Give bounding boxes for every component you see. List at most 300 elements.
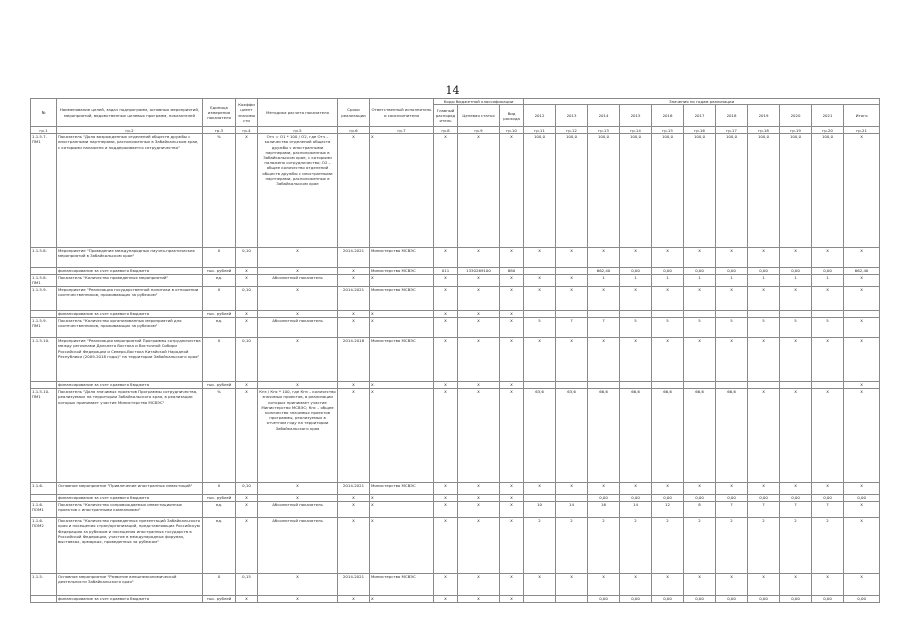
header-year: 2017 [684, 105, 716, 127]
table-cell [652, 382, 684, 389]
table-cell: 0,00 [588, 495, 620, 502]
table-cell: 0,10 [236, 248, 258, 268]
table-cell: 5 [716, 318, 748, 338]
table-cell: 100,0 [716, 134, 748, 248]
table-cell: Х [236, 311, 258, 318]
table-cell: Х [370, 134, 434, 248]
table-cell [524, 268, 556, 275]
table-cell: Х [500, 248, 524, 268]
table-cell: 0,00 [748, 268, 780, 275]
table-cell: Х [370, 389, 434, 483]
table-cell: Х [203, 483, 236, 495]
table-cell [556, 596, 588, 603]
table-row [31, 287, 880, 311]
table-cell: 66,6 [684, 389, 716, 483]
column-number: гр.12 [556, 127, 588, 134]
table-cell: 1 [588, 275, 620, 287]
table-cell: 0,10 [236, 338, 258, 382]
table-cell: % [203, 134, 236, 248]
table-cell: Х [780, 338, 812, 382]
table-cell: Х [556, 483, 588, 495]
table-cell: Абсолютный показатель [258, 318, 338, 338]
column-number: гр.5 [258, 127, 338, 134]
table-cell: 16 [588, 502, 620, 518]
table-cell: Мероприятие "Реализация мероприятий Программы сотрудничества между регионами Дальнего Востока и Восточной Сибири Российской Федерации и Северо-Востока Китайской Народной Республики (2009-2018 годы)" на территории Забайкальского края" [57, 338, 203, 382]
table-cell: Х [524, 275, 556, 287]
table-row [31, 318, 880, 338]
table-cell: Показатель "Доля возрожденных отделений обществ дружбы с иностранными партнерами, расположенных в Забайкальском крае, с которыми налажено и поддерживается сотрудничество" [57, 134, 203, 248]
table-cell: Х [338, 275, 370, 287]
column-number: гр.6 [338, 127, 370, 134]
table-cell: Х [338, 268, 370, 275]
table-cell [31, 382, 57, 389]
table-cell: Х [236, 389, 258, 483]
table-cell [748, 311, 780, 318]
table-cell: Х [500, 134, 524, 248]
table-cell: 662,40 [588, 268, 620, 275]
table-cell: Х [500, 318, 524, 338]
table-cell: 5 [780, 318, 812, 338]
table-cell: Х [684, 338, 716, 382]
table-cell: Министерство МСВЭС [370, 338, 434, 382]
table-cell: Х [844, 518, 880, 574]
table-cell: Х [338, 596, 370, 603]
table-cell: Х [458, 311, 500, 318]
table-cell: 0,00 [684, 596, 716, 603]
column-number: гр.16 [684, 127, 716, 134]
table-cell: Х [748, 287, 780, 311]
table-cell [748, 382, 780, 389]
table-cell: Х [716, 483, 748, 495]
table-cell: Х [434, 338, 458, 382]
table-cell: Х [458, 287, 500, 311]
column-number: гр.1 [31, 127, 57, 134]
table-cell: Х [458, 134, 500, 248]
table-cell: 1.1.5.9. [31, 287, 57, 311]
table-cell: Х [556, 275, 588, 287]
table-cell: Х [458, 574, 500, 596]
table-cell: Х [844, 287, 880, 311]
table-cell: Мероприятие "Проведение международных научно-практических мероприятий в Забайкальском крае" [57, 248, 203, 268]
table-cell: 1.1.5.10. [31, 338, 57, 382]
table-cell: Министерство МСВЭС [370, 483, 434, 495]
table-cell: 0,00 [812, 596, 844, 603]
table-cell: Показатель "Количество проведенных презентаций Забайкальского края и посещения стран/организаций, представляющих Российскую Федерацию за рубежом и посещения иностранных государств в Российской Федерации, участие в международных форумах, выставках, ярмарках, проведенных за рубежом" [57, 518, 203, 574]
table-cell: Х [338, 495, 370, 502]
column-number: гр.14 [620, 127, 652, 134]
table-cell: Х [748, 389, 780, 483]
table-cell: 100,0 [588, 134, 620, 248]
table-cell: Х [434, 134, 458, 248]
table-cell: финансирование за счет краевого бюджета [57, 311, 203, 318]
page-number: 14 [445, 84, 460, 97]
table-cell: Х [236, 495, 258, 502]
table-cell: финансирование за счет краевого бюджета [57, 596, 203, 603]
table-header [31, 99, 880, 127]
table-cell: 2014-2021 [338, 483, 370, 495]
table-cell: 7 [780, 502, 812, 518]
table-cell: Х [258, 483, 338, 495]
table-cell: Кпз / Кпс * 100, где Кпз – количество значимых проектов, в реализации которых принимает участие Министерство МСВЭС; Кпс – общее количество значимых проектов программы, реализуемых в отчетном году на территории Забайкальского края [258, 389, 338, 483]
table-cell: 2 [620, 518, 652, 574]
table-cell: Х [434, 389, 458, 483]
column-number: гр.13 [588, 127, 620, 134]
table-cell: 8 [684, 502, 716, 518]
table-cell: 2 [556, 518, 588, 574]
table-cell: Х [844, 318, 880, 338]
table-row [31, 483, 880, 495]
table-cell [524, 311, 556, 318]
header-values-by-year: Значения по годам реализации [524, 99, 880, 105]
table-cell: Х [588, 338, 620, 382]
table-cell: 1 [812, 275, 844, 287]
table-cell: Х [236, 318, 258, 338]
table-cell: Х [370, 495, 434, 502]
table-cell: Показатель "Количество организованных мероприятий для соотечественников, проживающих за рубежом" [57, 318, 203, 338]
table-cell: Показатель "Количество сопровождаемых инвестиционных проектов с иностранными компаниями" [57, 502, 203, 518]
table-cell: Х [236, 596, 258, 603]
header-year: 2013 [556, 105, 588, 127]
table-cell: Абсолютный показатель [258, 502, 338, 518]
table-cell: Х [338, 518, 370, 574]
table-cell: Х [338, 134, 370, 248]
table-cell: 10 [524, 502, 556, 518]
header-coefficient: Коэффициент значимости [236, 99, 258, 127]
table-cell: 2014-2021 [338, 287, 370, 311]
column-number: гр.15 [652, 127, 684, 134]
column-number: гр.2 [57, 127, 203, 134]
table-cell: 100,0 [780, 134, 812, 248]
table-cell: Основное мероприятие "Привлечение иностранных инвестиций" [57, 483, 203, 495]
table-cell: 1 [684, 275, 716, 287]
table-cell: Х [370, 518, 434, 574]
table-cell: Х [556, 574, 588, 596]
table-cell [684, 311, 716, 318]
table-cell: 0,00 [844, 495, 880, 502]
table-cell: 66,6 [588, 389, 620, 483]
table-cell: Х [524, 483, 556, 495]
table-cell: Х [370, 382, 434, 389]
table-cell: 5 [652, 318, 684, 338]
table-cell: Х [780, 574, 812, 596]
column-number: гр.11 [524, 127, 556, 134]
table-cell: Х [652, 338, 684, 382]
table-cell: 0,00 [812, 268, 844, 275]
table-cell: ед. [203, 502, 236, 518]
table-cell: 2 [780, 518, 812, 574]
table-cell: 0,10 [236, 483, 258, 495]
header-method: Методика расчета показателя [258, 99, 338, 127]
table-cell: Х [500, 275, 524, 287]
table-cell: 100,0 [684, 134, 716, 248]
table-cell: тыс. рублей [203, 596, 236, 603]
table-cell: Х [500, 287, 524, 311]
table-cell: Х [812, 389, 844, 483]
table-cell: 0,00 [716, 495, 748, 502]
table-cell: 0,00 [620, 268, 652, 275]
table-cell: 2 [716, 518, 748, 574]
table-cell: Х [556, 338, 588, 382]
table-cell: 100,0 [748, 134, 780, 248]
table-cell: Х [458, 518, 500, 574]
table-cell [556, 268, 588, 275]
table-cell: Х [458, 483, 500, 495]
table-cell: финансирование за счет краевого бюджета [57, 495, 203, 502]
table-cell: Х [500, 518, 524, 574]
header-year: 2012 [524, 105, 556, 127]
table-cell: Х [844, 382, 880, 389]
table-cell: 5 [620, 318, 652, 338]
table-cell: Х [500, 596, 524, 603]
table-cell: 14 [556, 502, 588, 518]
table-cell [556, 382, 588, 389]
table-cell: Х [258, 311, 338, 318]
table-cell: 0,00 [780, 596, 812, 603]
table-row [31, 134, 880, 248]
table-cell: 0,00 [716, 268, 748, 275]
table-cell: Х [370, 596, 434, 603]
table-cell: 1.1.6. ПОМ1 [31, 502, 57, 518]
table-cell: тыс. рублей [203, 495, 236, 502]
table-cell: Х [258, 495, 338, 502]
table-cell: Абсолютный показатель [258, 275, 338, 287]
table-cell: Х [458, 248, 500, 268]
table-row [31, 596, 880, 603]
table-cell: Х [620, 338, 652, 382]
table-cell: Х [748, 574, 780, 596]
table-cell: ед. [203, 275, 236, 287]
table-row [31, 311, 880, 318]
table-cell: 662,40 [844, 268, 880, 275]
header-code-type: Вид расхода [500, 105, 524, 127]
table-cell: Х [716, 574, 748, 596]
table-cell: 100,0 [524, 134, 556, 248]
header-term: Сроки реализации [338, 99, 370, 127]
table-cell: Х [434, 502, 458, 518]
table-cell: 0,00 [684, 268, 716, 275]
table-cell: Х [652, 574, 684, 596]
table-cell [684, 382, 716, 389]
table-cell: 63,6 [556, 389, 588, 483]
table-cell: 100,0 [556, 134, 588, 248]
table-cell: Х [458, 495, 500, 502]
table-cell: Х [434, 483, 458, 495]
table-cell: Х [236, 382, 258, 389]
column-number: гр.4 [236, 127, 258, 134]
table-cell [556, 311, 588, 318]
table-cell: Абсолютный показатель [258, 518, 338, 574]
table-row [31, 502, 880, 518]
table-cell: Х [370, 502, 434, 518]
table-cell: Х [684, 574, 716, 596]
table-cell: Министерство МСВЭС [370, 248, 434, 268]
table-cell: 1.1.6. [31, 483, 57, 495]
column-number: гр.3 [203, 127, 236, 134]
table-cell: Х [652, 248, 684, 268]
table-cell: Х [844, 338, 880, 382]
table-cell: Х [844, 483, 880, 495]
table-cell [620, 311, 652, 318]
table-cell: 100,0 [652, 134, 684, 248]
table-cell: Х [812, 483, 844, 495]
table-cell: 2014-2021 [338, 574, 370, 596]
table-cell: 2 [588, 518, 620, 574]
table-cell: Показатель "Количество проведенных мероприятий" [57, 275, 203, 287]
table-cell: Х [434, 318, 458, 338]
table-cell: Х [652, 287, 684, 311]
table-cell: Х [458, 338, 500, 382]
table-cell: 0,00 [652, 495, 684, 502]
table-cell: 0,00 [652, 268, 684, 275]
table-cell: Х [338, 311, 370, 318]
header-unit: Единица измерения показателя [203, 99, 236, 127]
table-cell: Х [556, 287, 588, 311]
table-cell: 66,6 [716, 389, 748, 483]
table-cell [652, 311, 684, 318]
table-cell: 0,00 [620, 495, 652, 502]
table-cell: Х [258, 382, 338, 389]
table-cell: 0,00 [844, 596, 880, 603]
table-row [31, 268, 880, 275]
table-cell: финансирование за счет краевого бюджета [57, 382, 203, 389]
table-cell: Х [620, 287, 652, 311]
table-cell: 1.1.5.8. [31, 248, 57, 268]
table-cell: Х [500, 338, 524, 382]
table-cell: 2 [684, 518, 716, 574]
table-cell: Х [588, 287, 620, 311]
table-cell: Х [812, 248, 844, 268]
table-cell: 1.1.5.10. ПМ1 [31, 389, 57, 483]
table-cell: Х [812, 574, 844, 596]
table-cell: 100,0 [812, 134, 844, 248]
table-cell: Х [236, 275, 258, 287]
table-cell: Х [588, 574, 620, 596]
table-cell: Х [458, 389, 500, 483]
header-budget-codes: Коды бюджетной классификации [434, 99, 524, 105]
table-cell: Х [203, 574, 236, 596]
column-number: гр.17 [716, 127, 748, 134]
table-cell: 7 [556, 318, 588, 338]
table-cell: 0,10 [236, 287, 258, 311]
table-cell: Х [620, 483, 652, 495]
table-cell: Х [716, 248, 748, 268]
table-cell: 1.1.5.9. ПМ1 [31, 318, 57, 338]
table-cell: Х [434, 574, 458, 596]
table-row [31, 495, 880, 502]
table-row [31, 574, 880, 596]
table-cell: Х [203, 287, 236, 311]
table-cell: Х [434, 287, 458, 311]
table-cell: Х [458, 318, 500, 338]
column-number: гр.7 [370, 127, 434, 134]
table-cell: 0,00 [812, 495, 844, 502]
column-number: гр.21 [844, 127, 880, 134]
table-cell: Х [338, 389, 370, 483]
table-cell [716, 311, 748, 318]
table-cell: Х [236, 134, 258, 248]
table-cell: 14 [620, 502, 652, 518]
table-cell: Х [500, 502, 524, 518]
table-cell: тыс. рублей [203, 311, 236, 318]
table-cell: Х [620, 574, 652, 596]
table-cell: 0,00 [588, 596, 620, 603]
table-cell: Х [524, 248, 556, 268]
table-cell: 12 [652, 502, 684, 518]
table-cell: Х [748, 483, 780, 495]
table-cell: Х [500, 483, 524, 495]
table-cell: Министерство МСВЭС [370, 268, 434, 275]
table-cell: Х [236, 502, 258, 518]
table-cell: 2 [812, 518, 844, 574]
table-cell: Х [500, 382, 524, 389]
table-cell [524, 596, 556, 603]
table-cell: 1 [652, 275, 684, 287]
table-cell: финансирование за счет краевого бюджета [57, 268, 203, 275]
table-cell: 1.1.6. ПОМ2 [31, 518, 57, 574]
table-cell: Х [370, 311, 434, 318]
table-cell: 880 [500, 268, 524, 275]
table-cell [31, 495, 57, 502]
table-cell: Х [258, 287, 338, 311]
table-cell: 2 [524, 518, 556, 574]
table-cell: Х [203, 248, 236, 268]
table-row [31, 338, 880, 382]
table-cell: Х [434, 596, 458, 603]
column-number: гр.10 [500, 127, 524, 134]
table-cell: 1.1.5.7. ПМ1 [31, 134, 57, 248]
table-cell: ед. [203, 318, 236, 338]
table-cell: Х [812, 338, 844, 382]
column-number: гр.20 [812, 127, 844, 134]
table-cell: 63,6 [524, 389, 556, 483]
table-cell: 7 [716, 502, 748, 518]
header-year: 2021 [812, 105, 844, 127]
table-cell: Х [844, 134, 880, 248]
header-year: 2016 [652, 105, 684, 127]
table-cell: 2 [652, 518, 684, 574]
header-year: 2020 [780, 105, 812, 127]
table-row [31, 382, 880, 389]
table-cell [31, 311, 57, 318]
table-cell: 1330269100 [458, 268, 500, 275]
header-num: № [31, 99, 57, 127]
table-cell: Х [458, 382, 500, 389]
table-cell: 5 [524, 318, 556, 338]
column-numbers-row [31, 127, 880, 134]
table-cell: Х [258, 574, 338, 596]
table-cell: 2014-2021 [338, 248, 370, 268]
table-cell: Мероприятие "Реализация государственной политики в отношении соотечественников, проживающих за рубежом" [57, 287, 203, 311]
column-number: гр.8 [434, 127, 458, 134]
table-cell: Х [338, 502, 370, 518]
table-cell: Х [258, 248, 338, 268]
table-cell [31, 268, 57, 275]
table-cell: Х [434, 495, 458, 502]
table-cell: 66,6 [652, 389, 684, 483]
table-cell: 2014-2018 [338, 338, 370, 382]
table-row [31, 389, 880, 483]
column-number: гр.9 [458, 127, 500, 134]
table-cell: Основное мероприятие "Развитие внешнеэкономической деятельности Забайкальского края" [57, 574, 203, 596]
table-cell [588, 311, 620, 318]
table-cell [524, 382, 556, 389]
table-cell: Х [812, 287, 844, 311]
table-cell: 100,0 [620, 134, 652, 248]
table-cell [812, 382, 844, 389]
table-cell: Х [844, 248, 880, 268]
table-cell: 1 [620, 275, 652, 287]
table-cell: Х [780, 389, 812, 483]
